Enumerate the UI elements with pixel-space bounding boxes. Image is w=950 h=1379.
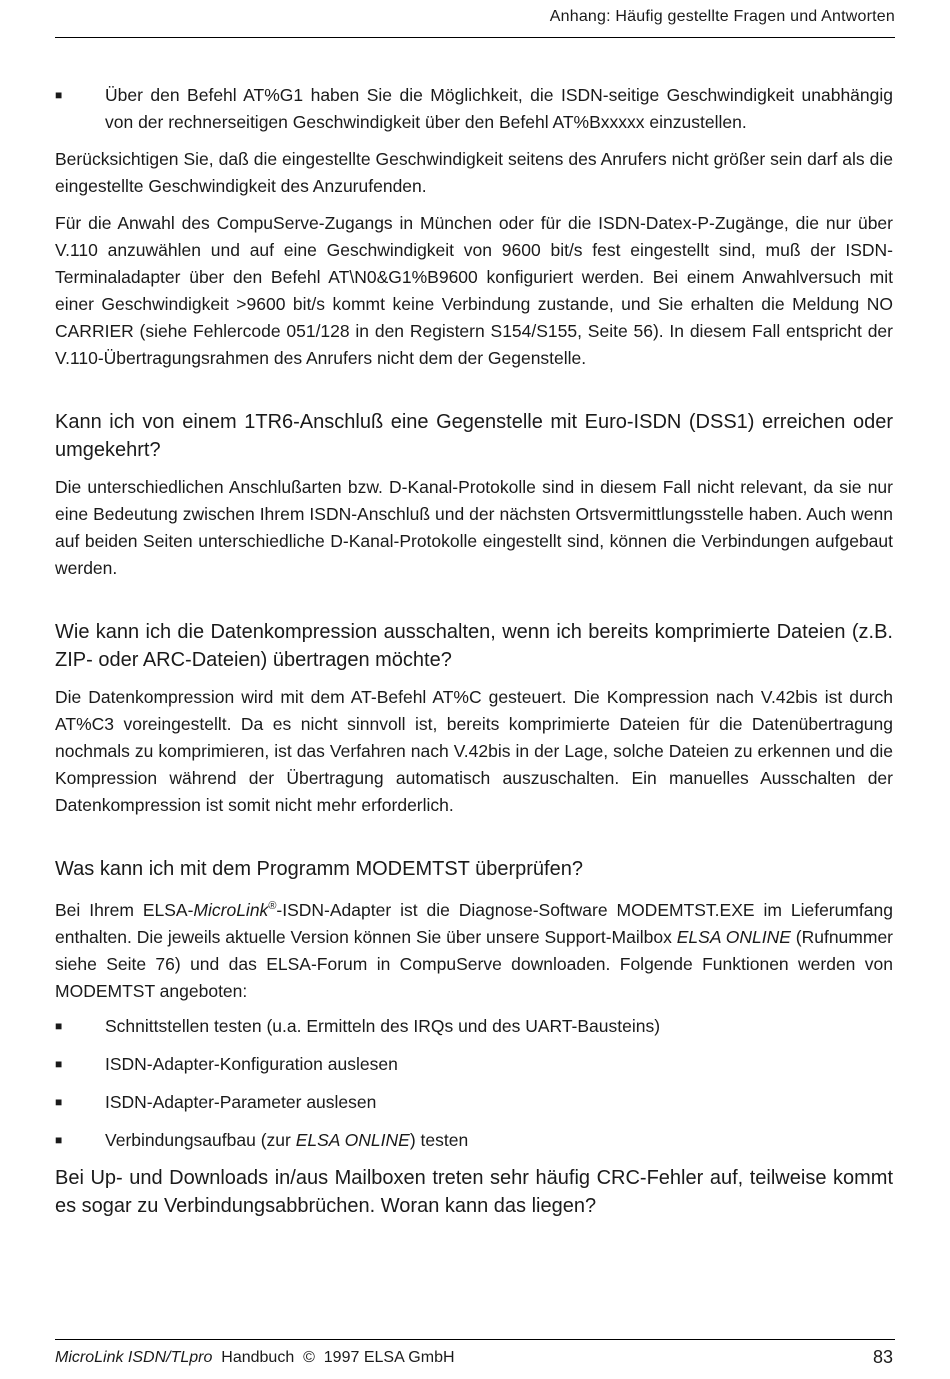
square-bullet-icon: [55, 1051, 105, 1078]
footer-title: [55, 1349, 455, 1367]
footer-copyright: Handbuch © 1997 ELSA GmbH: [212, 1349, 455, 1366]
square-bullet-icon: [55, 1089, 105, 1116]
list-item-text: Schnittstellen testen (u.a. Ermitteln des IRQs und des UART-Bausteins): [105, 1015, 661, 1036]
page-body: [55, 82, 893, 1220]
list-item: [55, 1051, 893, 1078]
square-bullet-icon: [55, 82, 105, 109]
header-rule: [55, 37, 895, 38]
running-header: Anhang: Häufig gestellte Fragen und Antworten: [549, 8, 895, 25]
modemtst-feature-list: [55, 1013, 893, 1154]
item-4-prefix: Verbindungsaufbau (zur: [105, 1129, 296, 1150]
faq-question-3: Was kann ich mit dem Programm MODEMTST überprüfen?: [55, 858, 583, 880]
faq-answer-1: Die unterschiedlichen Anschlußarten bzw. D-Kanal-Protokolle sind in diesem Fall nicht relevant, da sie nur eine Bedeutung zwischen Ihrem ISDN-Anschluß und der nächsten Ortsvermittlungsstelle haben. Auch wenn auf beiden Seiten unterschiedliche D-Kanal-Protokolle eingestellt sind, können die Verbindungen aufgebaut werden.: [55, 477, 893, 578]
footer-product: MicroLink ISDN/TLpro: [55, 1349, 213, 1366]
item-4-suffix: ) testen: [409, 1129, 469, 1150]
square-bullet-icon: [55, 1013, 105, 1040]
faq-question-4: Bei Up- und Downloads in/aus Mailboxen treten sehr häufig CRC-Fehler auf, teilweise kommt es sogar zu Verbindungsabbrüchen. Woran kann das liegen?: [55, 1166, 893, 1217]
answer-3-suffix: (Rufnummer siehe Seite 76) und das ELSA-Forum in CompuServe downloaden. Folgende Funktionen werden von MODEMTST angeboten:: [55, 926, 894, 1001]
intro-paragraph-2: Für die Anwahl des CompuServe-Zugangs in München oder für die ISDN-Datex-P-Zugänge, die nur über V.110 anzuwählen und auf eine Geschwindigkeit von 9600 bit/s fest eingestellt sind, muß der ISDN-Terminaladapter über den Befehl AT\N0&G1%B9600 konfiguriert werden. Bei einem Anwahlversuch mit einer Geschwindigkeit >9600 bit/s kommt keine Verbindung zustande, und Sie erhalten die Meldung NO CARRIER (siehe Fehlercode 051/128 in den Registern S154/S155, Seite 56). In diesem Fall entspricht der V.110-Übertragungsrahmen des Anrufers nicht dem der Gegenstelle.: [55, 213, 893, 368]
mailbox-name: ELSA ONLINE: [676, 926, 791, 947]
square-bullet-icon: [55, 1127, 105, 1154]
faq-question-1: Kann ich von einem 1TR6-Anschluß eine Gegenstelle mit Euro-ISDN (DSS1) erreichen oder umgekehrt?: [55, 411, 893, 461]
page-number: 83: [872, 1347, 893, 1367]
product-name: MicroLink: [193, 899, 269, 920]
answer-3-prefix: Bei Ihrem ELSA-: [55, 899, 194, 920]
list-item: [55, 1127, 893, 1154]
registered-mark: ®: [268, 900, 277, 912]
faq-question-2: Wie kann ich die Datenkompression ausschalten, wenn ich bereits komprimierte Dateien (z.B. ZIP- oder ARC-Dateien) übertragen möchte?: [55, 621, 893, 671]
answer-3-middle: -ISDN-Adapter ist die Diagnose-Software MODEMTST.EXE im Lieferumfang enthalten. Die jeweils aktuelle Version können Sie über unsere Support-Mailbox: [55, 899, 893, 947]
intro-bullet: [55, 82, 893, 136]
faq-answer-2: Die Datenkompression wird mit dem AT-Befehl AT%C gesteuert. Die Kompression nach V.42bis ist durch AT%C3 voreingestellt. Da es nicht sinnvoll ist, bereits komprimierte Dateien für die Datenübertragung nochmals zu komprimieren, ist das Verfahren nach V.42bis in der Lage, solche Dateien zu erkennen und die Kompression während der Übertragung automatisch auszuschalten. Ein manuelles Ausschalten der Datenkompression ist somit nicht mehr erforderlich.: [55, 687, 893, 815]
list-item: [55, 1013, 893, 1040]
list-item-text: ISDN-Adapter-Konfiguration auslesen: [105, 1053, 398, 1074]
intro-bullet-text: Über den Befehl AT%G1 haben Sie die Möglichkeit, die ISDN-seitige Geschwindigkeit unabhängig von der rechnerseitigen Geschwindigkeit über den Befehl AT%Bxxxxx einzustellen.: [105, 85, 893, 132]
mailbox-name: ELSA ONLINE: [295, 1129, 410, 1150]
list-item-text: [105, 1127, 893, 1154]
list-item: [55, 1089, 893, 1116]
faq-answer-3: [55, 893, 893, 1005]
intro-paragraph-1: Berücksichtigen Sie, daß die eingestellte Geschwindigkeit seitens des Anrufers nicht größer sein darf als die eingestellte Geschwindigkeit des Anzurufenden.: [55, 149, 893, 196]
list-item-text: ISDN-Adapter-Parameter auslesen: [105, 1091, 377, 1112]
footer-rule: [55, 1339, 895, 1340]
